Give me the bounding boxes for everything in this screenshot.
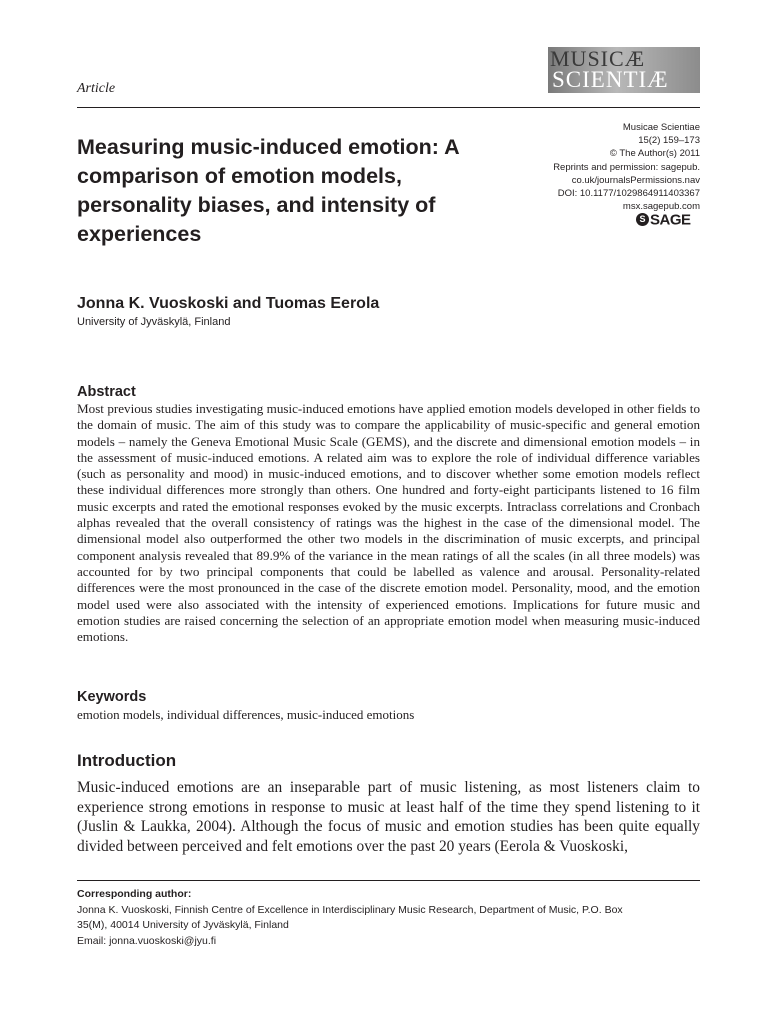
abstract-heading: Abstract [77, 384, 136, 400]
meta-copyright: © The Author(s) 2011 [609, 148, 700, 160]
publication-meta [520, 121, 700, 213]
journal-logo [548, 47, 700, 93]
logo-line-1: MUSICÆ [550, 46, 646, 71]
paper-title: Measuring music-induced emotion: A comparison of emotion models, personality biases, and intensity of experiences [77, 135, 459, 246]
footnote-email[interactable]: Email: jonna.vuoskoski@jyu.fi [77, 934, 217, 947]
footnote-address-line-1: Jonna K. Vuoskoski, Finnish Centre of Excellence in Interdisciplinary Music Research, Department of Music, P.O. Box [77, 903, 623, 916]
header-divider [77, 107, 700, 108]
publisher-name: SAGE [650, 211, 691, 229]
author-affiliation: University of Jyväskylä, Finland [77, 316, 231, 328]
meta-doi[interactable]: DOI: 10.1177/1029864911403367 [557, 188, 700, 200]
footnote-label: Corresponding author: [77, 888, 192, 900]
meta-volume: 15(2) 159–173 [638, 135, 700, 147]
publisher-logo [636, 211, 691, 229]
footnote-address-line-2: 35(M), 40014 University of Jyväskylä, Finland [77, 919, 289, 931]
logo-line-2: SCIENTIÆ [552, 67, 669, 92]
introduction-heading: Introduction [77, 751, 177, 770]
meta-website[interactable]: msx.sagepub.com [622, 201, 700, 213]
author-list: Jonna K. Vuoskoski and Tuomas Eerola [77, 295, 380, 312]
introduction-body: Music-induced emotions are an inseparable part of music listening, as most listeners claim to experience strong emotions in response to music at least half of the time they spend listening to it (Juslin & Laukka, 2004). Although the focus of music and emotion studies has been quite equally divided between perceived and felt emotions over the past 20 years (Eerola & Vuoskoski, [77, 779, 700, 855]
corresponding-author-note [77, 887, 700, 949]
meta-reprints: Reprints and permission: sagepub. [553, 161, 700, 173]
sage-mark-icon: S [636, 213, 649, 226]
keywords-heading: Keywords [77, 689, 147, 705]
keywords-list: emotion models, individual differences, music-induced emotions [77, 707, 415, 722]
article-type-label: Article [77, 81, 116, 96]
meta-permissions-link[interactable]: co.uk/journalsPermissions.nav [571, 174, 700, 186]
footnote-divider [77, 880, 700, 881]
meta-journal: Musicae Scientiae [622, 122, 700, 133]
abstract-body: Most previous studies investigating music-induced emotions have applied emotion models developed in other fields to the domain of music. The aim of this study was to compare the applicability of music-specific and general emotion models – namely the Geneva Emotional Music Scale (GEMS), and the discrete and dimensional emotion models – in the assessment of music-induced emotions. A related aim was to explore the role of individual difference variables (such as personality and mood) in music-induced emotions, and to discover whether some emotion models reflect these individual differences more strongly than others. One hundred and forty-eight participants listened to 16 film music excerpts and rated the emotional responses evoked by the music excerpts. Intraclass correlations and Cronbach alphas revealed that the overall consistency of ratings was the highest in the case of the dimensional model. The dimensional model also outperformed the other two models in the discrimination of music excerpts, and principal component analysis revealed that 89.9% of the variance in the mean ratings of all the scales (in all three models) was accounted for by two principal components that could be labelled as valence and arousal. Personality-related differences were the most pronounced in the case of the discrete emotion model. Personality, mood, and the emotion model used were also associated with the intensity of experienced emotions. Implications for future music and emotion studies are raised concerning the selection of an appropriate emotion model when measuring music-induced emotions. [77, 401, 700, 645]
